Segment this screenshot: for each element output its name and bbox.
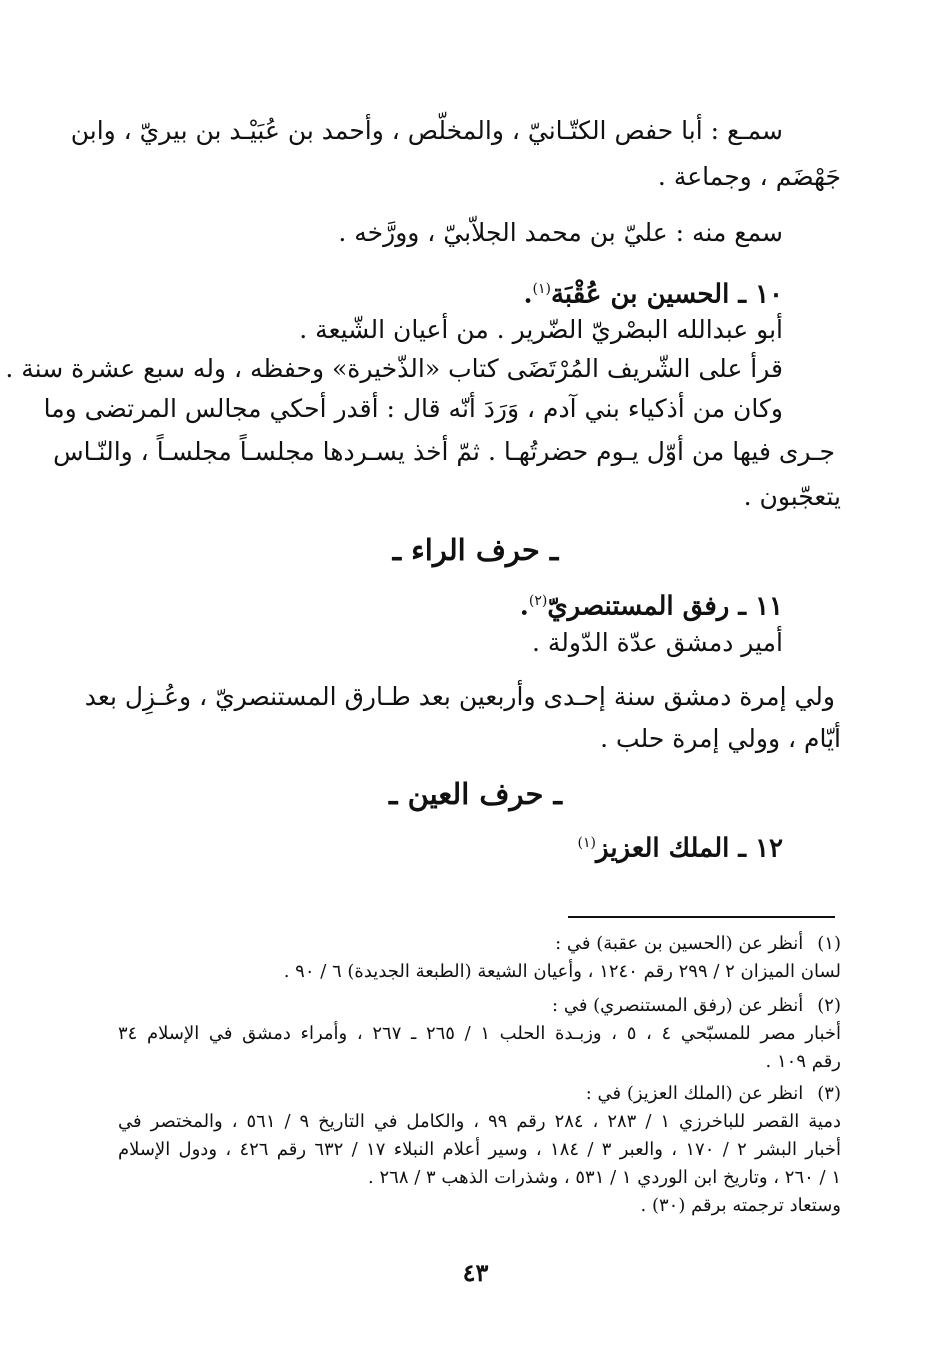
text-line: يتعجّبون . — [743, 482, 841, 511]
footnote-ref: (١) — [532, 281, 551, 297]
footnote-ref: (٢) — [528, 593, 548, 609]
entry-title: ١٠ ـ الحسين بن عُقْبَة — [550, 279, 783, 310]
text-line: سمـع : أبا حفص الكتّـانيّ ، والمخلّص ، وأحمد بن عُبَيْـد بن بيريّ ، وابن — [70, 116, 783, 145]
footnote-line: وستعاد ترجمته برقم (٣٠) . — [640, 1195, 841, 1216]
text-line: أبو عبدالله البصْريّ الضّرير . من أعيان الشّيعة . — [299, 315, 783, 344]
footnote-line: لسان الميزان ٢ / ٢٩٩ رقم ١٢٤٠ ، وأعيان الشيعة (الطبعة الجديدة) ٦ / ٩٠ . — [283, 961, 841, 982]
section-heading-ayn: ـ حرف العين ـ — [389, 777, 562, 811]
footnote-line: دمية القصر للباخرزي ١ / ٢٨٣ ، ٢٨٤ رقم ٩٩ ، والكامل في التاريخ ٩ / ٥٦١ ، والمختصر في — [118, 1111, 841, 1132]
footnote-line: أخبار البشر ٢ / ١٧٠ ، والعبر ٣ / ١٨٤ ، وسير أعلام النبلاء ١٧ / ٦٣٢ رقم ٤٢٦ ، ودول الإسلام — [118, 1139, 842, 1160]
footnote-text: أنظر عن (الحسين بن عقبة) في : — [555, 933, 804, 954]
text-line: قرأ على الشّريف المُرْتَضَى كتاب «الذّخيرة» وحفظه ، وله سبع عشرة سنة . — [5, 354, 783, 383]
entry-title: ١١ ـ رفق المستنصريّ — [547, 591, 783, 622]
entry-title: ١٢ ـ الملك العزيز — [595, 833, 783, 864]
footnote-3-header — [586, 1080, 841, 1108]
text-line: أمير دمشق عدّة الدّولة . — [531, 628, 783, 657]
page-number: ٤٣ — [462, 1258, 489, 1287]
footnote-line: أخبار مصر للمسبّحي ٤ ، ٥ ، وزبـدة الحلب ١ / ٢٦٥ ـ ٢٦٧ ، وأمراء دمشق في الإسلام ٣٤ — [118, 1023, 841, 1044]
text-line: ولي إمرة دمشق سنة إحـدى وأربعين بعد طـارق المستنصريّ ، وعُـزِل بعد — [84, 682, 835, 711]
footnote-text: انظر عن (الملك العزيز) في : — [585, 1083, 804, 1104]
entry-title-end: . — [523, 279, 533, 310]
section-heading-ra: ـ حرف الراء ـ — [392, 533, 559, 567]
footnote-number: (١) — [817, 933, 841, 954]
footnote-1-header — [555, 930, 841, 958]
text-line: وكان من أذكياء بني آدم ، وَرَدَ أنّه قال : أقدر أحكي مجالس المرتضى وما — [43, 394, 783, 423]
footnote-ref: (١) — [577, 835, 596, 851]
text-line: جـرى فيها من أوّل يـوم حضرتُهـا . ثمّ أخذ يسـردها مجلسـاً مجلسـاً ، والنّـاس — [53, 437, 835, 466]
footnote-number: (٢) — [817, 995, 841, 1016]
entry-10-heading — [523, 272, 783, 312]
footnote-divider — [568, 916, 835, 918]
text-line: أيّام ، وولي إمرة حلب . — [600, 724, 841, 753]
footnote-line: ١ / ٢٦٠ ، وتاريخ ابن الوردي ١ / ٥٣١ ، وشذرات الذهب ٣ / ٢٦٨ . — [368, 1167, 841, 1188]
text-line: سمع منه : عليّ بن محمد الجلاّبيّ ، وورَّخه . — [338, 218, 783, 247]
footnote-2-header — [552, 992, 841, 1020]
footnote-number: (٣) — [817, 1083, 841, 1104]
entry-12-heading — [578, 826, 784, 866]
text-line: جَهْضَم ، وجماعة . — [657, 162, 841, 191]
footnote-text: أنظر عن (رفق المستنصري) في : — [552, 995, 804, 1016]
footnote-line: رقم ١٠٩ . — [765, 1051, 841, 1072]
entry-11-heading — [520, 584, 783, 624]
entry-title-end: . — [519, 591, 529, 622]
